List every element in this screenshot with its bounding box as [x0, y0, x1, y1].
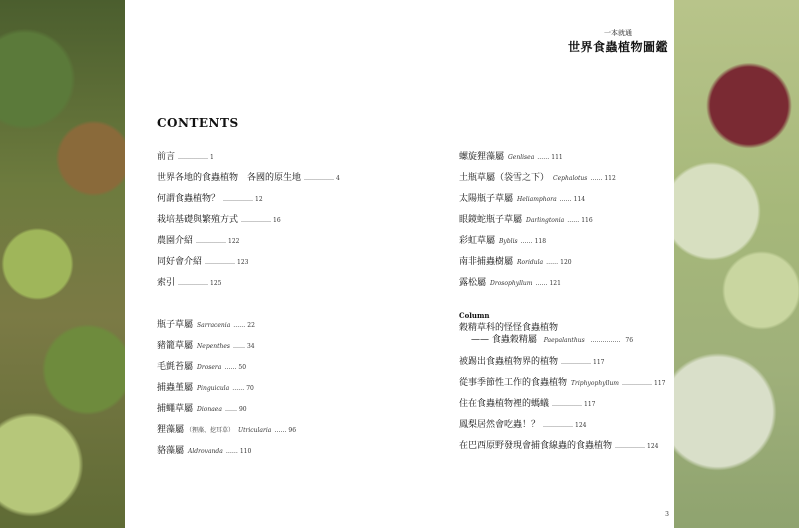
entry-latin: Drosera — [197, 364, 222, 371]
entry-latin: Nepenthes — [197, 343, 230, 350]
entry-page: 124 — [647, 443, 659, 450]
entry-dots: …… — [567, 217, 580, 224]
entry-dots: …………… — [561, 359, 592, 366]
entry-page: 70 — [246, 385, 254, 392]
entry-dots: …… — [232, 343, 245, 350]
entry-latin: Sarracenia — [197, 322, 231, 329]
entry-latin: Heliamphora — [517, 196, 557, 203]
entry-page: 118 — [534, 238, 547, 245]
toc-entry — [459, 189, 665, 210]
entry-text: 前言 — [157, 152, 176, 162]
entry-text: 捕蟲堇屬 — [157, 383, 194, 393]
entry-page: 22 — [247, 322, 255, 329]
entry-dots: …………… — [178, 280, 209, 287]
book-title: 世界食蟲植物圖鑑 — [567, 40, 668, 54]
entry-text: 南非捕蟲樹屬 — [459, 257, 514, 267]
entry-page: 96 — [288, 427, 297, 434]
entry-latin: Drosophyllum — [490, 280, 533, 287]
entry-latin: Pinguicula — [197, 385, 230, 392]
entry-page: 117 — [654, 380, 666, 387]
page-number: 3 — [665, 511, 669, 518]
toc-entry — [157, 231, 340, 252]
entry-dots: …………… — [552, 401, 583, 408]
entry-page: 34 — [246, 343, 255, 350]
entry-dots: …………… — [196, 238, 227, 245]
entry-text: —— 食蟲穀精屬 — [471, 335, 537, 345]
entry-note: （狸藻、挖耳草） — [186, 427, 235, 434]
toc-entry — [459, 415, 665, 436]
entry-dots: …………… — [223, 196, 254, 203]
toc-entry — [157, 399, 340, 420]
toc-entry — [459, 394, 665, 415]
entry-text: 豬籠草屬 — [157, 341, 194, 351]
entry-page: 122 — [228, 238, 240, 245]
entry-page: 116 — [581, 217, 593, 224]
right-column — [459, 147, 665, 457]
entry-latin: Aldrovanda — [188, 448, 223, 455]
entry-page: 117 — [584, 401, 596, 408]
entry-dots: …………… — [590, 337, 621, 344]
entry-text: 從事季節性工作的食蟲植物 — [459, 378, 568, 388]
entry-page: 1 — [210, 154, 214, 161]
entry-page: 120 — [560, 259, 572, 266]
entry-page: 121 — [549, 280, 561, 287]
entry-page: 125 — [210, 280, 222, 287]
entry-dots: …… — [225, 448, 238, 455]
entry-page: 110 — [239, 448, 252, 455]
entry-latin: Triphyophyllum — [571, 380, 619, 387]
entry-latin: Cephalotus — [553, 175, 588, 182]
toc-entry — [157, 210, 340, 231]
toc-entry — [157, 420, 340, 441]
spacer — [157, 294, 340, 315]
entry-text: 栽培基礎與繁殖方式 — [157, 215, 239, 225]
toc-entry — [157, 315, 340, 336]
toc-entry — [157, 189, 340, 210]
entry-page: 117 — [593, 359, 605, 366]
toc-entry — [157, 336, 340, 357]
toc-entry — [157, 357, 340, 378]
entry-text: 鳳梨居然會吃蟲！？ — [459, 420, 541, 430]
entry-page: 111 — [551, 154, 563, 161]
entry-dots: …… — [537, 154, 550, 161]
entry-dots: …… — [559, 196, 572, 203]
entry-latin: Paepalanthus — [543, 337, 585, 344]
entry-dots: …… — [546, 259, 559, 266]
entry-dots: …… — [274, 427, 287, 434]
entry-text: 瓶子草屬 — [157, 320, 194, 330]
entry-text: 同好會介紹 — [157, 257, 203, 267]
left-group-genera — [157, 315, 340, 462]
entry-text: 土瓶草屬（袋雪之下） — [459, 173, 550, 183]
entry-text: 捕蠅草屬 — [157, 404, 194, 414]
entry-page: 90 — [238, 406, 247, 413]
toc-entry — [157, 147, 340, 168]
toc-entry — [157, 441, 340, 462]
right-plant-photo — [674, 0, 799, 528]
entry-page: 16 — [273, 217, 281, 224]
entry-latin: Dionaea — [197, 406, 222, 413]
toc-entry — [459, 168, 665, 189]
entry-text: 狸藻屬 — [157, 425, 185, 435]
entry-text: 太陽瓶子草屬 — [459, 194, 514, 204]
entry-page: 12 — [255, 196, 263, 203]
entry-text: 被踢出食蟲植物界的植物 — [459, 357, 559, 367]
left-group-general — [157, 147, 340, 294]
toc-entry — [459, 273, 665, 294]
entry-text: 何謂食蟲植物？ — [157, 194, 221, 204]
toc-entry — [459, 210, 665, 231]
entry-text: 住在食蟲植物裡的螞蟻 — [459, 399, 550, 409]
right-group-genera — [459, 147, 665, 294]
entry-latin: Byblis — [499, 238, 518, 245]
toc-entry — [157, 252, 340, 273]
entry-text: 索引 — [157, 278, 176, 288]
entry-text: 毛氈苔屬 — [157, 362, 194, 372]
entry-text: 露松屬 — [459, 278, 487, 288]
entry-dots: …………… — [178, 154, 209, 161]
entry-page: 76 — [625, 337, 634, 344]
toc-entry — [157, 273, 340, 294]
spacer — [459, 294, 665, 310]
entry-dots: …………… — [241, 217, 272, 224]
contents-heading: CONTENTS — [157, 116, 239, 130]
entry-dots: …………… — [304, 175, 335, 182]
entry-dots: …… — [232, 385, 245, 392]
toc-entry — [459, 147, 665, 168]
toc-entry — [157, 378, 340, 399]
toc-entry — [157, 168, 340, 189]
entry-page: 124 — [575, 422, 587, 429]
entry-page: 50 — [238, 364, 247, 371]
entry-dots: …… — [224, 364, 237, 371]
column-entry-title: 穀精草科的怪怪食蟲植物 — [459, 323, 559, 333]
entry-dots: …………… — [543, 422, 574, 429]
right-group-columns — [459, 352, 665, 457]
entry-latin: Utricularia — [238, 427, 272, 434]
entry-dots: …… — [233, 322, 246, 329]
toc-entry — [459, 231, 665, 252]
toc-entry — [459, 352, 665, 373]
series-title: 一本就通 — [604, 29, 632, 37]
left-column — [157, 147, 340, 462]
book-header — [564, 28, 672, 55]
entry-latin: Genlisea — [508, 154, 535, 161]
left-plant-photo — [0, 0, 125, 528]
entry-latin: Darlingtonia — [526, 217, 565, 224]
entry-text: 螺旋狸藻屬 — [459, 152, 505, 162]
entry-dots: …………… — [615, 443, 646, 450]
entry-text: 彩虹草屬 — [459, 236, 496, 246]
entry-page: 4 — [336, 175, 340, 182]
entry-dots: …………… — [622, 380, 652, 387]
toc-entry — [459, 252, 665, 273]
entry-page: 114 — [573, 196, 586, 203]
entry-text: 在巴西原野發現會捕食線蟲的食蟲植物 — [459, 441, 613, 451]
entry-text: 貉藻屬 — [157, 446, 185, 456]
toc-entry — [459, 436, 665, 457]
entry-dots: …… — [535, 280, 548, 287]
entry-latin: Roridula — [517, 259, 544, 266]
entry-page: 112 — [604, 175, 616, 182]
entry-dots: …………… — [205, 259, 236, 266]
entry-dots: …… — [520, 238, 533, 245]
entry-page: 123 — [237, 259, 249, 266]
entry-dots: …… — [590, 175, 603, 182]
toc-entry — [459, 373, 665, 394]
column-entry-sub — [459, 334, 665, 346]
entry-dots: …… — [224, 406, 237, 413]
entry-text: 眼鏡蛇瓶子草屬 — [459, 215, 523, 225]
entry-text: 世界各地的食蟲植物 各國的原生地 — [157, 173, 302, 183]
column-label: Column — [459, 311, 490, 320]
entry-text: 農園介紹 — [157, 236, 194, 246]
